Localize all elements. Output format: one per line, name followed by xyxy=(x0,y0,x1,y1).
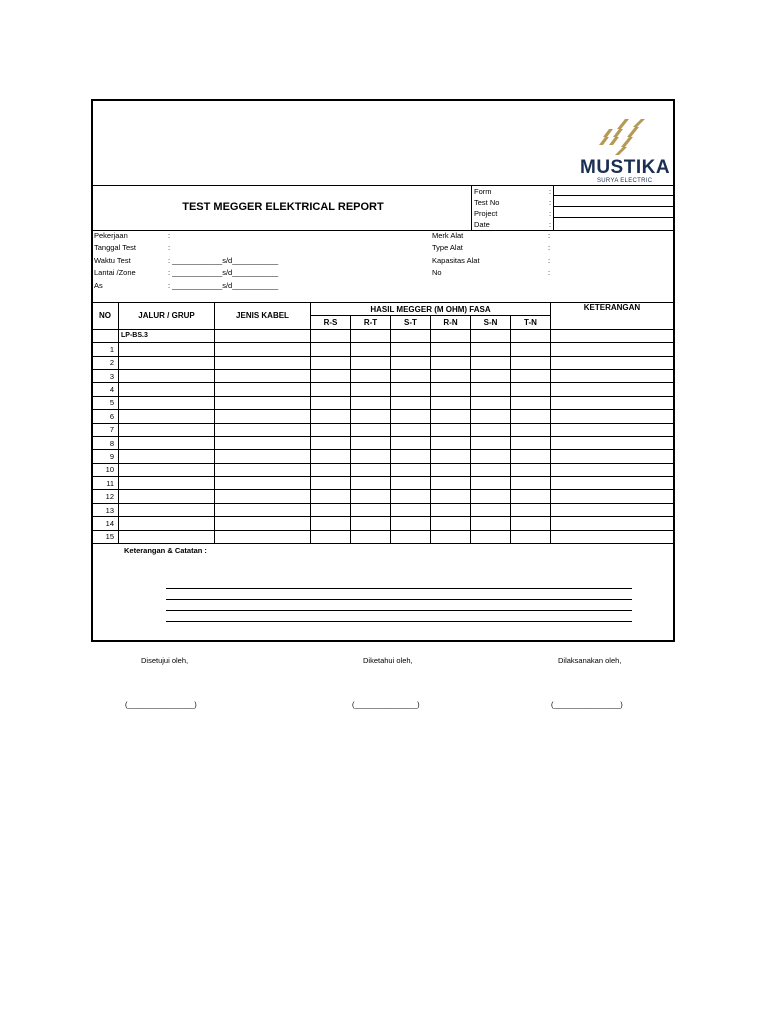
info-kapasitas-label: Kapasitas Alat xyxy=(432,256,480,265)
cell[interactable] xyxy=(551,436,674,449)
cell[interactable] xyxy=(551,369,674,382)
report-title: TEST MEGGER ELEKTRICAL REPORT xyxy=(182,201,384,213)
phase-header: S-T xyxy=(391,316,431,329)
cell[interactable] xyxy=(511,463,551,476)
cell[interactable] xyxy=(431,396,471,409)
cell[interactable] xyxy=(351,356,391,369)
cell[interactable] xyxy=(551,517,674,530)
info-type-label: Type Alat xyxy=(432,243,463,252)
cell[interactable] xyxy=(471,356,511,369)
cell[interactable] xyxy=(391,490,431,503)
cell[interactable] xyxy=(391,329,431,342)
sig-dilaksanakan-blank[interactable]: (________________) xyxy=(551,700,623,709)
info-merk-value[interactable]: : xyxy=(548,231,551,240)
cell[interactable] xyxy=(551,329,674,342)
table-row xyxy=(92,490,674,503)
row-number: 11 xyxy=(92,477,119,490)
cell[interactable] xyxy=(311,343,351,356)
phase-header: R-N xyxy=(431,316,471,329)
meta-project-colon: : xyxy=(549,209,552,218)
info-no-value[interactable]: : xyxy=(548,268,551,277)
col-no-header: NO xyxy=(92,303,119,330)
cell[interactable] xyxy=(511,530,551,543)
cell[interactable] xyxy=(511,436,551,449)
cell[interactable] xyxy=(511,329,551,342)
cell[interactable] xyxy=(215,463,311,476)
cell[interactable] xyxy=(391,410,431,423)
cell[interactable] xyxy=(471,477,511,490)
cell[interactable] xyxy=(351,410,391,423)
row-number: 1 xyxy=(92,343,119,356)
row-number: 14 xyxy=(92,517,119,530)
row-number: 10 xyxy=(92,463,119,476)
row-number: 13 xyxy=(92,503,119,516)
col-jalur-header: JALUR / GRUP xyxy=(119,303,215,330)
cell[interactable] xyxy=(551,383,674,396)
phase-header: S-N xyxy=(471,316,511,329)
cell[interactable] xyxy=(119,436,215,449)
cell[interactable] xyxy=(215,450,311,463)
cell[interactable] xyxy=(351,477,391,490)
table-row xyxy=(92,343,674,356)
info-tanggal-label: Tanggal Test xyxy=(94,243,136,252)
note-line[interactable] xyxy=(166,621,632,622)
meta-date-label: Date xyxy=(474,220,490,229)
cell[interactable] xyxy=(391,423,431,436)
note-line[interactable] xyxy=(166,599,632,600)
cell[interactable] xyxy=(119,356,215,369)
cell[interactable] xyxy=(215,343,311,356)
cell[interactable] xyxy=(471,343,511,356)
cell[interactable] xyxy=(471,410,511,423)
meta-testno-label: Test No xyxy=(474,198,500,207)
cell[interactable] xyxy=(351,343,391,356)
row-number: 5 xyxy=(92,396,119,409)
cell[interactable] xyxy=(471,369,511,382)
cell[interactable] xyxy=(215,436,311,449)
phase-header: T-N xyxy=(511,316,551,329)
cell[interactable] xyxy=(215,423,311,436)
row-number: 7 xyxy=(92,423,119,436)
cell[interactable] xyxy=(551,410,674,423)
row-number: 6 xyxy=(92,410,119,423)
cell[interactable] xyxy=(471,517,511,530)
cell[interactable] xyxy=(431,490,471,503)
cell[interactable] xyxy=(215,383,311,396)
cell[interactable] xyxy=(391,383,431,396)
cell[interactable] xyxy=(311,410,351,423)
cell[interactable] xyxy=(215,329,311,342)
table-row xyxy=(92,383,674,396)
row-number: 15 xyxy=(92,530,119,543)
cell[interactable] xyxy=(431,530,471,543)
cell[interactable] xyxy=(511,410,551,423)
cell[interactable] xyxy=(471,436,511,449)
meta-project-label: Project xyxy=(474,209,498,218)
row-number: 3 xyxy=(92,369,119,382)
cell[interactable] xyxy=(215,490,311,503)
table-row xyxy=(92,477,674,490)
cell[interactable] xyxy=(431,423,471,436)
cell[interactable] xyxy=(351,530,391,543)
cell[interactable] xyxy=(551,463,674,476)
note-line[interactable] xyxy=(166,610,632,611)
table-row xyxy=(92,530,674,543)
cell[interactable] xyxy=(351,517,391,530)
cell[interactable] xyxy=(351,396,391,409)
cell[interactable] xyxy=(471,396,511,409)
info-as-label: As xyxy=(94,281,103,290)
sig-disetujui-label: Disetujui oleh, xyxy=(141,656,189,665)
cell[interactable] xyxy=(351,369,391,382)
cell[interactable] xyxy=(471,383,511,396)
row-number: 9 xyxy=(92,450,119,463)
cell[interactable] xyxy=(351,463,391,476)
cell[interactable] xyxy=(471,450,511,463)
cell[interactable] xyxy=(471,490,511,503)
cell[interactable] xyxy=(511,517,551,530)
sig-diketahui-label: Diketahui oleh, xyxy=(363,656,413,665)
row-number: 4 xyxy=(92,383,119,396)
cell[interactable] xyxy=(351,423,391,436)
table-row-group xyxy=(92,329,674,342)
cell[interactable] xyxy=(511,503,551,516)
cell[interactable] xyxy=(215,410,311,423)
cell[interactable] xyxy=(351,450,391,463)
cell[interactable] xyxy=(391,343,431,356)
cell[interactable] xyxy=(391,530,431,543)
cell[interactable] xyxy=(511,356,551,369)
table-row xyxy=(92,356,674,369)
cell[interactable] xyxy=(551,343,674,356)
cell[interactable] xyxy=(119,450,215,463)
cell[interactable] xyxy=(431,383,471,396)
cell[interactable] xyxy=(351,383,391,396)
meta-form-label: Form xyxy=(474,187,492,196)
info-lantai-label: Lantai /Zone xyxy=(94,268,136,277)
cell[interactable] xyxy=(471,463,511,476)
cell[interactable] xyxy=(551,503,674,516)
table-row xyxy=(92,369,674,382)
cell[interactable] xyxy=(119,383,215,396)
cell[interactable] xyxy=(311,436,351,449)
cell[interactable] xyxy=(551,423,674,436)
cell[interactable] xyxy=(431,329,471,342)
info-tanggal-value[interactable]: : xyxy=(168,243,171,252)
row-number: 2 xyxy=(92,356,119,369)
cell[interactable] xyxy=(311,356,351,369)
info-lantai-value[interactable]: : ____________s/d___________ xyxy=(168,268,279,277)
cell[interactable] xyxy=(311,423,351,436)
cell[interactable] xyxy=(311,530,351,543)
company-logo-mark xyxy=(597,119,657,155)
col-hasil-header: HASIL MEGGER (M OHM) FASA xyxy=(311,303,551,316)
cell[interactable] xyxy=(511,343,551,356)
cell[interactable] xyxy=(351,490,391,503)
cell[interactable] xyxy=(351,436,391,449)
cell[interactable] xyxy=(119,490,215,503)
cell[interactable] xyxy=(511,396,551,409)
cell[interactable] xyxy=(391,477,431,490)
cell[interactable] xyxy=(471,503,511,516)
cell[interactable] xyxy=(391,369,431,382)
info-merk-label: Merk Alat xyxy=(432,231,464,240)
cell[interactable] xyxy=(431,436,471,449)
cell[interactable] xyxy=(551,477,674,490)
cell[interactable] xyxy=(391,463,431,476)
meta-value-box[interactable] xyxy=(553,185,673,230)
table-row xyxy=(92,463,674,476)
cell[interactable] xyxy=(119,369,215,382)
info-kapasitas-value[interactable]: : xyxy=(548,256,551,265)
info-no-label: No xyxy=(432,268,442,277)
cell[interactable] xyxy=(119,477,215,490)
table-row xyxy=(92,410,674,423)
note-line[interactable] xyxy=(166,588,632,589)
cell[interactable] xyxy=(119,503,215,516)
cell[interactable] xyxy=(431,369,471,382)
cell[interactable] xyxy=(551,450,674,463)
table-row xyxy=(92,396,674,409)
row-number: 8 xyxy=(92,436,119,449)
table-row xyxy=(92,423,674,436)
cell[interactable] xyxy=(551,490,674,503)
cell[interactable] xyxy=(119,463,215,476)
megger-table xyxy=(91,302,674,544)
cell[interactable] xyxy=(431,503,471,516)
cell[interactable] xyxy=(431,517,471,530)
sig-dilaksanakan-label: Dilaksanakan oleh, xyxy=(558,656,622,665)
cell[interactable] xyxy=(471,530,511,543)
meta-divider xyxy=(93,230,673,231)
cell[interactable] xyxy=(511,369,551,382)
cell[interactable] xyxy=(511,450,551,463)
meta-testno-colon: : xyxy=(549,198,552,207)
sig-diketahui-blank[interactable]: (_______________) xyxy=(352,700,420,709)
cell[interactable] xyxy=(431,477,471,490)
cell[interactable] xyxy=(119,396,215,409)
cell[interactable] xyxy=(351,503,391,516)
cell[interactable] xyxy=(391,436,431,449)
cell[interactable] xyxy=(215,503,311,516)
cell[interactable] xyxy=(311,396,351,409)
cell[interactable] xyxy=(351,329,391,342)
col-jenis-header: JENIS KABEL xyxy=(215,303,311,330)
cell[interactable] xyxy=(311,329,351,342)
cell[interactable] xyxy=(391,517,431,530)
cell[interactable] xyxy=(311,517,351,530)
row-number: 12 xyxy=(92,490,119,503)
cell[interactable] xyxy=(119,410,215,423)
company-name: MUSTIKA xyxy=(580,157,671,178)
notes-label: Keterangan & Catatan : xyxy=(124,546,207,555)
phase-header: R-T xyxy=(351,316,391,329)
info-waktu-value[interactable]: : ____________s/d___________ xyxy=(168,256,279,265)
info-type-value[interactable]: : xyxy=(548,243,551,252)
phase-header: R-S xyxy=(311,316,351,329)
cell[interactable] xyxy=(391,450,431,463)
sig-disetujui-blank[interactable]: (________________) xyxy=(125,700,197,709)
meta-form-colon: : xyxy=(549,187,552,196)
cell[interactable] xyxy=(215,517,311,530)
col-keterangan-header: KETERANGAN xyxy=(551,303,674,330)
table-row xyxy=(92,503,674,516)
group-label: LP-BS.3 xyxy=(119,329,215,342)
cell[interactable] xyxy=(431,450,471,463)
info-pekerjaan-label: Pekerjaan xyxy=(94,231,128,240)
cell[interactable] xyxy=(431,463,471,476)
cell[interactable] xyxy=(551,396,674,409)
cell[interactable] xyxy=(311,450,351,463)
cell[interactable] xyxy=(92,329,119,342)
cell[interactable] xyxy=(391,396,431,409)
cell[interactable] xyxy=(119,423,215,436)
cell[interactable] xyxy=(551,356,674,369)
table-row xyxy=(92,450,674,463)
cell[interactable] xyxy=(431,410,471,423)
cell[interactable] xyxy=(511,490,551,503)
cell[interactable] xyxy=(215,477,311,490)
cell[interactable] xyxy=(311,369,351,382)
cell[interactable] xyxy=(311,490,351,503)
cell[interactable] xyxy=(391,356,431,369)
company-tagline: SURYA ELECTRIC xyxy=(597,178,653,184)
cell[interactable] xyxy=(215,356,311,369)
cell[interactable] xyxy=(511,477,551,490)
info-pekerjaan-value[interactable]: : xyxy=(168,231,171,240)
cell[interactable] xyxy=(471,329,511,342)
cell[interactable] xyxy=(511,383,551,396)
cell[interactable] xyxy=(215,369,311,382)
cell[interactable] xyxy=(119,343,215,356)
info-waktu-label: Waktu Test xyxy=(94,256,131,265)
logo-area xyxy=(93,101,673,186)
table-row xyxy=(92,517,674,530)
cell[interactable] xyxy=(311,503,351,516)
cell[interactable] xyxy=(391,503,431,516)
cell[interactable] xyxy=(311,477,351,490)
cell[interactable] xyxy=(431,356,471,369)
info-as-value[interactable]: : ____________s/d___________ xyxy=(168,281,279,290)
cell[interactable] xyxy=(431,343,471,356)
cell[interactable] xyxy=(119,517,215,530)
cell[interactable] xyxy=(215,530,311,543)
cell[interactable] xyxy=(551,530,674,543)
table-row xyxy=(92,436,674,449)
cell[interactable] xyxy=(119,530,215,543)
cell[interactable] xyxy=(215,396,311,409)
meta-date-colon: : xyxy=(549,220,552,229)
cell[interactable] xyxy=(311,383,351,396)
cell[interactable] xyxy=(471,423,511,436)
cell[interactable] xyxy=(511,423,551,436)
cell[interactable] xyxy=(311,463,351,476)
